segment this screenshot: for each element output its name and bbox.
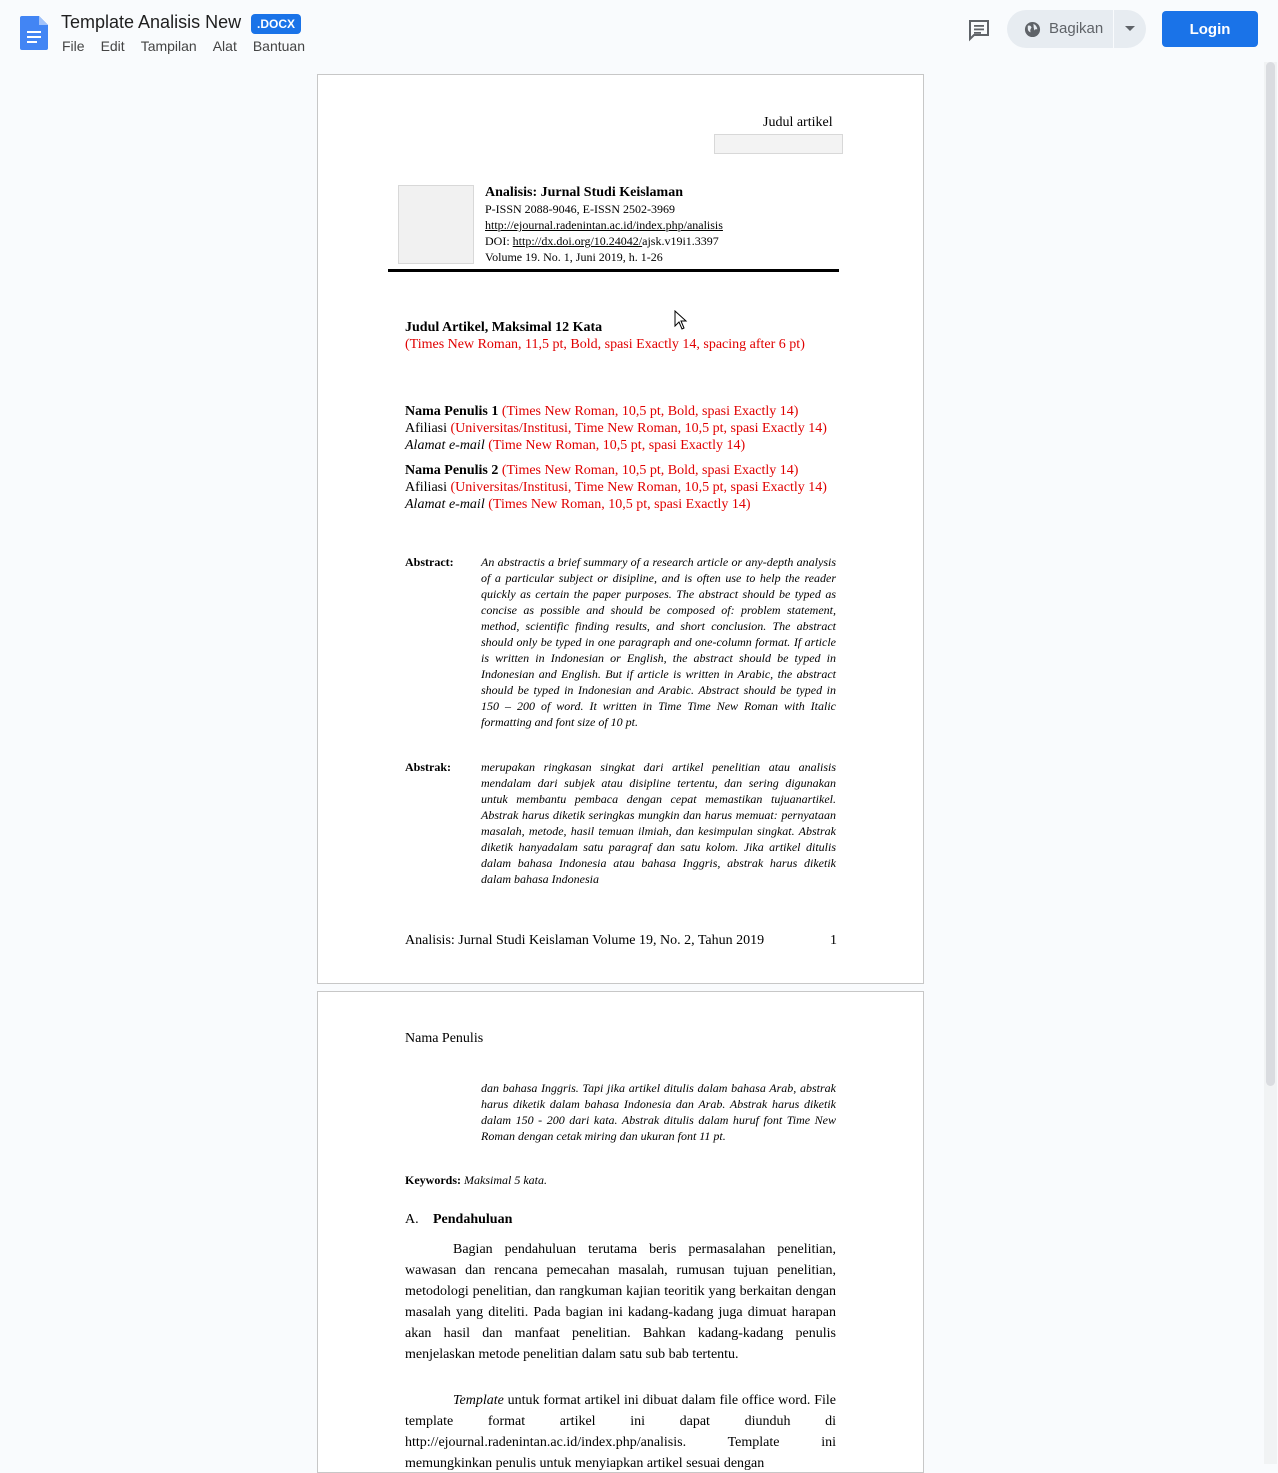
doi-prefix: DOI: <box>485 234 513 248</box>
author-2-email-note: (Times New Roman, 10,5 pt, spasi Exactly 14) <box>488 497 751 512</box>
journal-name: Analisis: Jurnal Studi Keislaman <box>485 185 683 200</box>
document-page-1 <box>317 74 924 984</box>
menu-help[interactable]: Bantuan <box>252 38 306 54</box>
author-1-affil-note: (Universitas/Institusi, Time New Roman, 10,5 pt, spasi Exactly 14) <box>450 421 827 436</box>
section-title: Pendahuluan <box>433 1212 513 1227</box>
author-1-name: Nama Penulis 1 <box>405 404 499 419</box>
docs-icon[interactable] <box>20 16 48 50</box>
intro-paragraph-2 <box>405 1390 836 1473</box>
document-page-2 <box>317 991 924 1473</box>
author-2-name-line <box>405 463 798 479</box>
abstrak-continued: dan bahasa Inggris. Tapi jika artikel ditulis dalam bahasa Arab, abstrak harus diketik dalam bahasa Indonesia dan Arab. Abstrak harus diketik dalam 150 - 200 dari kata. Abstrak ditulis dalam huruf font Time New Roman dengan cetak miring dan ukuran font 11 pt. <box>481 1081 836 1143</box>
menu-file[interactable]: File <box>62 38 85 54</box>
share-divider <box>1113 10 1114 48</box>
journal-doi <box>485 234 719 249</box>
article-title: Judul Artikel, Maksimal 12 Kata <box>405 320 603 335</box>
mouse-cursor-icon <box>674 310 688 330</box>
author-2-name-note: (Times New Roman, 10,5 pt, Bold, spasi Exactly 14) <box>501 463 799 478</box>
file-type-badge: .DOCX <box>251 14 301 34</box>
comment-icon[interactable] <box>966 18 992 42</box>
abstract-text: An abstractis a brief summary of a research article or any-depth analysis of a particular subject or disipline, and is often use to help the reader quickly as certain the paper purposes. The abstract should be typed as concise as possible and should be composed of: problem statement, method, scientific finding results, and short conclusion. The abstract should only be typed in one paragraph and one-column format. If article is written in Indonesian or English, the abstract should be typed in Indonesian and English. But if article is written in Arabic, the abstract should be typed in Indonesian and Arabic. Abstract should be typed in 150 – 200 of word. It written in Time Time New Roman with Italic formatting and font size of 10 pt. <box>481 555 836 729</box>
page-footer: Analisis: Jurnal Studi Keislaman Volume 19, No. 2, Tahun 2019 <box>405 933 765 948</box>
header-rule <box>388 269 839 272</box>
author-1-email-line <box>405 438 745 454</box>
author-2-affil: Afiliasi <box>405 480 447 495</box>
top-bar <box>0 0 1278 64</box>
author-2-affil-note: (Universitas/Institusi, Time New Roman, 10,5 pt, spasi Exactly 14) <box>450 480 827 495</box>
journal-logo <box>398 185 474 264</box>
title-format-note: (Times New Roman, 11,5 pt, Bold, spasi Exactly 14, spacing after 6 pt) <box>405 337 805 352</box>
running-header: Judul artikel <box>763 115 833 130</box>
menu-view[interactable]: Tampilan <box>140 38 197 54</box>
header-placeholder-box <box>714 134 843 154</box>
keywords-text: Maksimal 5 kata. <box>464 1173 547 1187</box>
doi-link[interactable]: http://dx.doi.org/10.24042/ <box>512 234 643 248</box>
author-1-email: Alamat e-mail <box>405 438 485 453</box>
author-2-email-line <box>405 497 751 513</box>
doi-suffix: ajsk.v19i1.3397 <box>642 234 719 248</box>
keywords-line <box>405 1173 547 1188</box>
menu-bar <box>62 38 321 54</box>
author-2-name: Nama Penulis 2 <box>405 463 499 478</box>
running-header: Nama Penulis <box>405 1031 484 1046</box>
section-number: A. <box>405 1212 419 1227</box>
author-1-email-note: (Time New Roman, 10,5 pt, spasi Exactly 14) <box>488 438 746 453</box>
intro-paragraph-1: Bagian pendahuluan terutama beris permasalahan penelitian, wawasan dan rencana pemecahan masalah, rumusan tujuan penelitian, metodologi penelitian, dan rangkuman kajian teoritik yang berkaitan dengan masalah yang diteliti. Pada bagian ini kadang-kadang juga dimuat harapan akan hasil dan manfaat penelitian. Bahkan kadang-kadang penulis menjelaskan metode penelitian dalam satu sub bab tertentu. <box>405 1242 836 1362</box>
share-label: Bagikan <box>1049 20 1104 37</box>
abstract-label: Abstract: <box>405 555 454 569</box>
intro-paragraph-2-text: untuk format artikel ini dibuat dalam file office word. File template format artikel ini dapat diunduh di http://ejournal.radenintan.ac.id/index.php/analisis. Template ini memungkinkan penulis untuk menyiapkan artikel sesuai dengan <box>405 1393 836 1471</box>
menu-tools[interactable]: Alat <box>212 38 237 54</box>
author-1-affil: Afiliasi <box>405 421 447 436</box>
author-1-name-line <box>405 404 798 420</box>
globe-icon <box>1024 21 1041 38</box>
template-word: Template <box>453 1393 504 1408</box>
journal-url-link[interactable]: http://ejournal.radenintan.ac.id/index.php/analisis <box>485 218 723 232</box>
caret-down-icon[interactable] <box>1125 26 1135 31</box>
keywords-label: Keywords: <box>405 1173 461 1187</box>
page-number: 1 <box>830 933 837 948</box>
scrollbar-thumb[interactable] <box>1266 62 1275 1086</box>
login-button[interactable]: Login <box>1162 11 1258 47</box>
abstrak-text: merupakan ringkasan singkat dari artikel penelitian atau analisis mendalam dari subjek atau disipline tertentu, dan sering digunakan untuk membantu pembaca dengan cepat memastikan tujuanartikel. Abstrak harus diketik seringkas mungkin dan harus memuat: pernyataan masalah, metode, hasil temuan ilmiah, dan kesimpulan singkat. Abstrak diketik hanyadalam satu paragraf dan satu kolom. Jika artikel ditulis dalam bahasa Indonesia atau bahasa Inggris, abstrak harus diketik dalam bahasa Indonesia <box>481 760 836 886</box>
document-title[interactable]: Template Analisis New <box>61 12 242 32</box>
author-1-name-note: (Times New Roman, 10,5 pt, Bold, spasi Exactly 14) <box>501 404 799 419</box>
share-button[interactable] <box>1007 10 1146 48</box>
abstrak-label: Abstrak: <box>405 760 452 774</box>
menu-edit[interactable]: Edit <box>100 38 125 54</box>
journal-volume: Volume 19. No. 1, Juni 2019, h. 1-26 <box>485 250 663 264</box>
author-1-affil-line <box>405 421 827 437</box>
author-2-email: Alamat e-mail <box>405 497 485 512</box>
author-2-affil-line <box>405 480 827 496</box>
journal-issn: P-ISSN 2088-9046, E-ISSN 2502-3969 <box>485 202 676 216</box>
